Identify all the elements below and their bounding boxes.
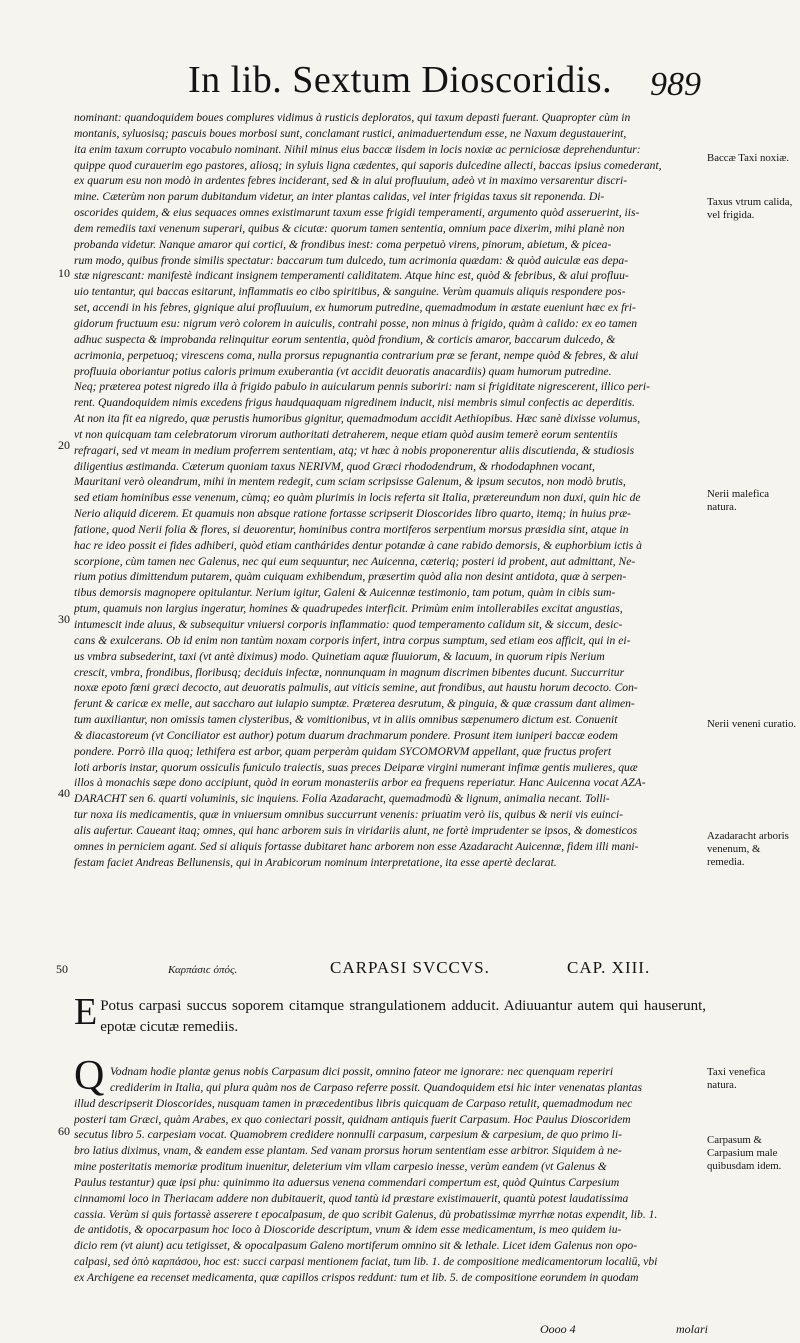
text-line: cassia. Verùm si quis fortassè asserere t epocalpasum, de quo scribit Galenus, dù probatissimæ myrrhæ notas expendit, lib. 1. bbox=[74, 1207, 658, 1221]
text-line: intumescit inde aluus, & subsequitur vniuersi corporis inflammatio: quod temperamento calidum sit, & siccum, desic- bbox=[74, 618, 623, 631]
text-line: alis aufertur. Caueant itaq; omnes, qui hanc arborem suis in viridariis alunt, ne fortè imprudenter se ipsos, & domesticos bbox=[74, 823, 638, 837]
text-line: illos à monachis sæpe dono accipiunt, quòd in eorum monasteriis arbor ea frequens reperiatur. Hanc Auicenna vocat AZA- bbox=[74, 776, 646, 790]
margin-note: Nerii malefica natura. bbox=[707, 488, 770, 513]
text-line: gidorum fructuum esu: nigrum verò colorem in auiculis, contrahi posse, non minus à frigido, quàm à calido: ex eo tamen bbox=[74, 316, 638, 330]
running-head: In lib. Sextum Dioscoridis. bbox=[188, 59, 613, 101]
text-line: Vodnam hodie plantæ genus nobis Carpasum dici possit, omnino fateor me ignorare: nec quenquam reperiri bbox=[110, 1065, 614, 1078]
text-line: ferunt & caricæ ex melle, aut saccharo aut iulapio sumptæ. Præterea desrutum, & pinguia, & quæ crassum dant alimen- bbox=[74, 697, 635, 711]
text-line: calpasi, sed ὀπὸ καρπάσου, hoc est: succi carpasi mentionem faciat, tum lib. 1. de compositione medicamentorum localiū, vbi bbox=[74, 1255, 658, 1269]
text-line: diligentius æstimanda. Cæterum quoniam taxus NERIVM, quod Græci rhododendrum, & rhododaphnen vocant, bbox=[74, 459, 595, 473]
text-line: uio tentantur, qui baccas esitarunt, inflammatis eo cibo spiritibus, & sanguine. Verùm quamuis aliquis respondere pos- bbox=[74, 285, 626, 299]
text-line: Paulus testantur) quæ ipsi phu: quinimmo ita aduersus venena commendari compertum est, quòd Quintus Carpesium bbox=[74, 1175, 620, 1189]
text-line: nominant: quandoquidem boues complures vidimus à rusticis deploratos, qui taxum depasti fuerant. Quapropter cùm in bbox=[74, 111, 631, 124]
text-line: ex quarum esu non modò in ardentes febres inciderant, sed & in alui profluuium, adeò vt in maximo versarentur discri- bbox=[74, 174, 628, 188]
text-line: noxæ epoto fœni græci decocto, aut deuoratis palmulis, aut viticis semine, aut frondibus, aut haustu horum decocto. Con- bbox=[74, 681, 638, 695]
text-line: loti arboris instar, quorum ossiculis funiculo traiectis, suas preces Deiparæ virgini numerant infimæ gentis mulieres, quæ bbox=[74, 760, 638, 774]
margin-note: Taxus vtrum calida, vel frigida. bbox=[707, 196, 793, 221]
text-line: ita enim taxum corrupto vocabulo nominant. Nihil minus eius baccæ iisdem in locis noxiæ ac perniciosæ deprehenduntur: bbox=[74, 142, 641, 156]
text-line: acrimonia, perpetuoq; virescens coma, nulla prorsus repugnantia contrarium præ se ferant, nempe quòd & febres, & alui bbox=[74, 348, 639, 362]
text-line: ex Archigene ea recenset medicamenta, quæ capillos crispos reddunt: tum et lib. 5. de compositione eorundem in quodam bbox=[74, 1270, 639, 1284]
text-line: montanis, syluosisq; pascuis boues morbosi sunt, conclamant rustici, animaduertendum esse, ne Naxum degustauerint, bbox=[74, 126, 627, 140]
text-line: Mauritani verò oleandrum, mihi in mentem redegit, cum sciam scripsisse Galenum, & ipsum secutos, non modò brutis, bbox=[74, 475, 626, 489]
text-line: & diacastoreum (vt Conciliator est author) potum duarum drachmarum pondere. Prosunt item iuniperi baccæ eodem bbox=[74, 728, 618, 742]
text-line: bro latius diximus, vnam, & eandem esse plantam. Sed vanam prorsus horum sententiam esse arbitror. Siquidem à ne- bbox=[74, 1144, 622, 1158]
text-line: oscorides quidem, & eius sequaces omnes existimarunt taxum esse frigidi temperamenti, argumento quòd asseruerint, iis- bbox=[74, 206, 640, 220]
text-line: pondere. Porrò illa quoq; lethifera est arbor, quam perperàm quidam SYCOMORVM appellant, quæ fructus profert bbox=[74, 744, 612, 758]
line-number: 40 bbox=[58, 786, 70, 800]
line-number: 60 bbox=[58, 1124, 70, 1138]
text-line: posteri tam Græci, quàm Arabes, ex quo coniectari possit, quidnam antiquis fuerit Carpasum. Hoc Paulus Dioscoridem bbox=[74, 1112, 631, 1126]
text-line: dicio rem (vt aiunt) acu tetigisset, & opocalpasum Galeno mortiferum omnino sit & lethale. Licet idem Galenus non opo- bbox=[74, 1239, 638, 1253]
text-line: adhuc suspecta & improbanda relinquitur eorum sententia, quòd frondium, & corticis amaror, baccarum dulcedo, & bbox=[74, 332, 616, 346]
text-line: vt non quicquam tam celebratorum virorum authoritati detraherem, neque etiam quòd ausim temerè eorum sententiis bbox=[74, 427, 618, 441]
commentary-block bbox=[74, 1064, 702, 1286]
text-line: set, accendi in his febres, gignique alui profluuium, ex humorum putredine, quemadmodum in æstate eueniunt hæc ex fri- bbox=[74, 301, 636, 315]
text-line: dem remediis taxi venenum superari, quibus & cicutæ: quorum tamen sententia, omnium pace dixerim, mihi planè non bbox=[74, 221, 625, 235]
margin-note: Taxi venefica natura. bbox=[707, 1066, 766, 1091]
text-line: mine. Cæterùm non parum dubitandum videtur, an inter plantas calidas, vel inter frigidas taxus sit reponenda. Di- bbox=[74, 190, 605, 204]
text-line: scorpione, cùm tamen nec Galenus, nec qui eum sequuntur, nec Auicenna, cæteriq; posteri id probent, aut admittant, Ne- bbox=[74, 554, 636, 568]
margin-note: Baccæ Taxi noxiæ. bbox=[707, 152, 790, 164]
text-line: profluuia oboriantur potius caloris primum exuberantia (vt accidit deuoratis anacardiis) quam humorum putredine. bbox=[74, 364, 612, 378]
drop-cap: E bbox=[74, 991, 98, 1033]
text-line: Neq; præterea potest nigredo illa à frigido pabulo in auicularum pennis suboriri: nam si frigiditate nigrescerent, illico peri- bbox=[74, 380, 651, 394]
page-number: 989 bbox=[650, 66, 701, 103]
signature-mark: Oooo 4 bbox=[540, 1322, 576, 1336]
text-line: illud descripserit Dioscorides, nusquam tamen in præcedentibus libris quicquam de Carpaso retulit, quemadmodum nec bbox=[74, 1096, 633, 1110]
line-number: 30 bbox=[58, 612, 70, 626]
text-line: tur noxa iis medicamentis, quæ in vniuersum omnibus succurrunt venenis: priuatim verò iis, quibus & nerii vis euinci- bbox=[74, 808, 624, 822]
text-line: omnes in perniciem agant. Sed si aliquis fortasse dubitaret hanc arborem non esse Azadaracht Auicennæ, fidem illi mani- bbox=[74, 839, 639, 853]
text-line: tibus demorsis magnopere opitulantur. Nerium igitur, Galeni & Auicennæ testimonio, tam potum, quàm in cibis sum- bbox=[74, 586, 616, 600]
chapter-number: CAP. XIII. bbox=[567, 958, 651, 977]
line-number: 50 bbox=[56, 962, 68, 976]
chapter-heading bbox=[0, 958, 800, 978]
text-line: us vmbra subsederint, taxi (vt antè diximus) modo. Quinetiam aquæ fluuiorum, & lacuum, in quorum ripis Nerium bbox=[74, 649, 605, 663]
text-line: rum modo, quibus fronde similis spectatur: baccarum tum dulcedo, tum acrimonia quædam: & quòd auiculæ eas depa- bbox=[74, 253, 629, 267]
text-line: crescit, vmbra, frondibus, floribusq; deciduis infectæ, nonnunquam in magnum discrimen bibentes ducunt. Succurritur bbox=[74, 665, 625, 679]
chapter-summary bbox=[74, 991, 706, 1038]
text-line: cinnamomi loco in Theriacam addere non dubitauerit, quod tantù id præstare existimauerit, quantù potest laudatissima bbox=[74, 1191, 629, 1205]
catchword: molari bbox=[676, 1322, 709, 1336]
text-line: secutus libro 5. carpesiam vocat. Quamobrem credidere nonnulli carpasum, carpesium & carpesium, de quo primo li- bbox=[74, 1128, 622, 1142]
margin-note: Carpasum & Carpasium male quibusdam idem. bbox=[707, 1134, 782, 1172]
text-line: festam faciet Andreas Bellunensis, qui in Arabicorum nominum interpretatione, ita esse apertè declarat. bbox=[74, 855, 557, 869]
text-line: fatione, quod Nerii folia & flores, si deuorentur, hominibus contra mortiferos serpentium morsus præsidia sint, atque in bbox=[74, 522, 629, 536]
summary-text: Potus carpasi succus soporem citamque strangulationem adducit. Adiuuantur autem qui hauserunt, epotæ cicutæ remediis. bbox=[100, 998, 706, 1035]
line-number: 20 bbox=[58, 438, 70, 452]
text-line: rium potius dimittendum putarem, quàm cuiquam exhibendum, præsertim quòd alia non desint antidota, quæ à serpen- bbox=[74, 570, 627, 584]
chapter-greek-title: Καρπάσιϲ ὀπός. bbox=[168, 964, 238, 976]
text-line: Nerio aliquid dicerem. Et quamuis non absque ratione fortasse scripserit Dioscorides libro quarto, itemq; in huius præ- bbox=[74, 507, 631, 521]
text-line: probanda videtur. Nanque amaror qui cortici, & frondibus inest: coma perpetuò virens, pinorum, abietum, & picea- bbox=[74, 237, 612, 251]
text-line: rent. Quandoquidem nimis excedens frigus haudquaquam nigredinem inducit, nisi membris simul confectis ac deperditis. bbox=[74, 396, 635, 410]
text-line: stæ nigrescant: manifestè indicant insignem temperamenti caliditatem. Atque hinc est, quòd & febribus, & alui profluu- bbox=[74, 269, 629, 283]
drop-cap: Q bbox=[74, 1053, 105, 1099]
text-line: de antidotis, & opocarpasum hoc loco à Dioscoride descriptum, vnum & idem esse medicamentum, is meo quidem iu- bbox=[74, 1223, 622, 1237]
line-number: 10 bbox=[58, 266, 70, 280]
text-line: At non ita fit ea nigredo, quæ perustis humoribus gignitur, quemadmodum accidit Aethiopibus. Hæc sanè dixisse volumus, bbox=[74, 412, 641, 426]
text-line: hac re ideo possit ei fides adhiberi, quòd etiam canthárides dentur potandæ à cane rabido demorsis, & euphorbium ictis à bbox=[74, 538, 642, 552]
text-line: DARACHT sen 6. quarti voluminis, sic inquiens. Folia Azadaracht, quemadmodù & lignum, animalia necant. Tolli- bbox=[74, 792, 610, 806]
text-line: cans & exulcerans. Ob id enim non tantùm noxam corporis infert, intra corpus sumptum, sed etiam eos afficit, qui in ei- bbox=[74, 633, 631, 647]
text-line: ptum, quamuis non largius ingeratur, homines & quadrupedes interficit. Primùm enim intollerabiles excitat angustias, bbox=[74, 602, 623, 616]
chapter-title: CARPASI SVCCVS. bbox=[330, 958, 490, 977]
margin-note: Nerii veneni curatio. bbox=[707, 718, 797, 730]
text-line: quippe quod curauerim ego pastores, aliosq; in syluis ligna cædentes, qui saporis dulcedine allecti, baccas ipsius comederant, bbox=[74, 158, 662, 172]
text-line: sed etiam hominibus esse venenum, cùmq; eo quàm plurimis in locis referta sit Italia, prætereundum non duxi, quin hic de bbox=[74, 491, 641, 505]
text-line: refragari, sed vt meam in medium proferrem sententiam, atq; vt hæc à nobis proponerentur aliis discutienda, & studiosis bbox=[74, 443, 635, 457]
text-line: mine posteritatis memoriæ proditum inuenitur, deleterium vim vllam carpesio inesse, verùm eandem (vt Galenus & bbox=[74, 1160, 607, 1174]
commentary-block bbox=[74, 110, 702, 871]
text-line: crediderim in Italia, qui plura quàm nos de Carpaso referre possit. Quandoquidem etsi hic inter venenatas plantas bbox=[110, 1080, 642, 1094]
text-line: tum auxiliantur, non omissis tamen clysteribus, & vomitionibus, vt in aliis omnibus sæpenumero dictum est. Conuenit bbox=[74, 713, 618, 727]
margin-note: Azadaracht arboris venenum, & remedia. bbox=[707, 830, 789, 868]
